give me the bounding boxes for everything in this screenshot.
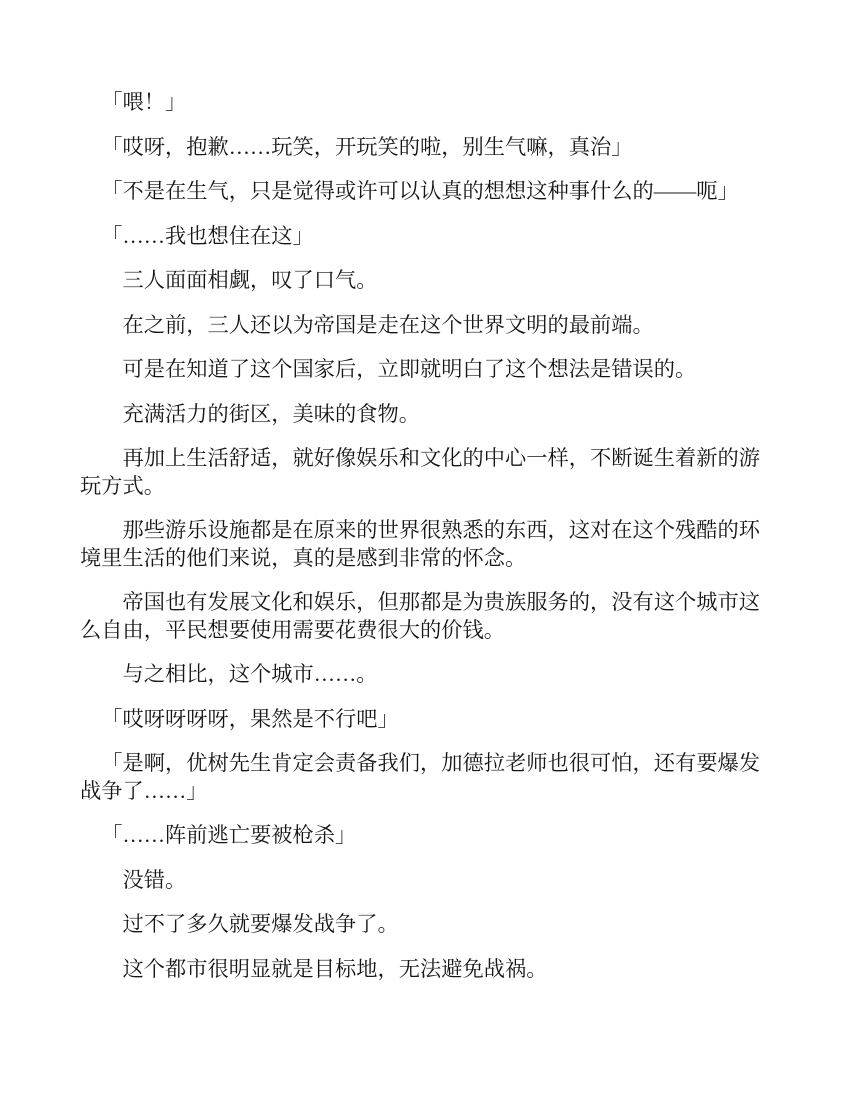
dialogue-paragraph: 「哎呀呀呀呀，果然是不行吧」 [101, 706, 399, 731]
dialogue-paragraph: 「……我也想住在这」 [101, 223, 314, 248]
narration-paragraph: 与之相比，这个城市……。 [122, 662, 378, 686]
narration-paragraph: 再加上生活舒适，就好像娱乐和文化的中心一样，不断诞生着新的游玩方式。 [80, 446, 761, 498]
dialogue-paragraph: 「……阵前逃亡要被枪杀」 [101, 823, 357, 847]
narration-paragraph: 三人面面相觑，叹了口气。 [122, 268, 378, 292]
dialogue-paragraph: 「喂！」 [101, 90, 187, 114]
narration-paragraph: 那些游乐设施都是在原来的世界很熟悉的东西，这对在这个残酷的环境里生活的他们来说，真的是感到非常的怀念。 [80, 518, 761, 570]
narration-paragraph: 在之前，三人还以为帝国是走在这个世界文明的最前端。 [122, 312, 654, 337]
narration-paragraph: 可是在知道了这个国家后，立即就明白了这个想法是错误的。 [122, 357, 697, 381]
narration-paragraph: 没错。 [122, 867, 187, 892]
narration-paragraph: 过不了多久就要爆发战争了。 [122, 912, 399, 936]
narration-paragraph: 充满活力的街区，美味的食物。 [122, 401, 421, 426]
narration-paragraph: 帝国也有发展文化和娱乐，但那都是为贵族服务的，没有这个城市这么自由，平民想要使用需要花费很大的价钱。 [80, 590, 761, 642]
dialogue-paragraph: 「是啊，优树先生肯定会责备我们，加德拉老师也很可怕，还有要爆发战争了……」 [80, 751, 761, 803]
dialogue-paragraph: 「不是在生气，只是觉得或许可以认真的想想这种事什么的——呃」 [101, 179, 739, 203]
dialogue-paragraph: 「哎呀，抱歉……玩笑，开玩笑的啦，别生气嘛，真治」 [101, 134, 633, 159]
narration-paragraph: 这个都市很明显就是目标地，无法避免战祸。 [122, 956, 548, 981]
